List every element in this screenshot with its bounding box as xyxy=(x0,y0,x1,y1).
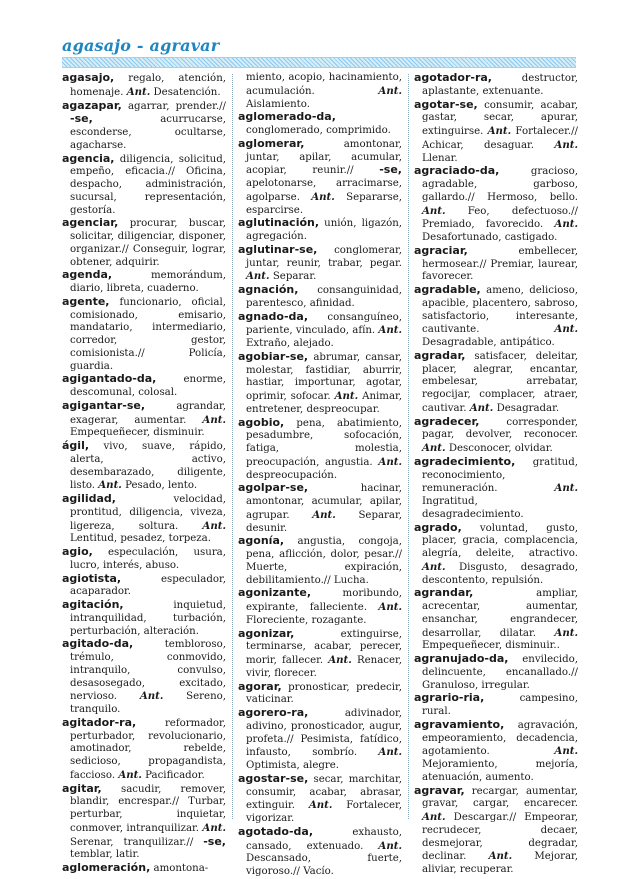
entry-headword: agraciado-da, xyxy=(414,164,500,178)
entry-headword: aglomerado-da, xyxy=(238,110,336,124)
entry-headword: aglutinación, xyxy=(238,216,320,230)
entry-headword: agenciar, xyxy=(62,216,119,230)
dictionary-entry xyxy=(414,587,578,653)
entry-text: especulador, acaparador. xyxy=(70,573,226,598)
antonym-marker: Ant. xyxy=(328,654,352,666)
dictionary-entry xyxy=(62,269,226,296)
dictionary-entry xyxy=(238,217,402,244)
entry-text: sacudir, remover, blandir, encrespar.// Turbar, perturbar, inquietar, conmover, intranquilizar. xyxy=(70,783,226,834)
dictionary-entry xyxy=(62,783,226,863)
dictionary-entry xyxy=(62,296,226,374)
dictionary-entry xyxy=(62,599,226,638)
column-2 xyxy=(238,72,402,879)
entry-text: consanguinidad, parentesco, afinidad. xyxy=(246,285,402,309)
entry-text: Lentitud, pesadez, torpeza. xyxy=(70,533,211,545)
entry-text: hacinar, amontonar, acumular, apilar, agrupar. xyxy=(246,483,402,521)
entry-text: reformador, perturbador, revolucionario, amotinador, rebelde, sedicioso, propagandista, faccioso. xyxy=(70,717,226,781)
entry-text: Disgusto, desagrado, descontento, repulsión. xyxy=(422,561,578,586)
antonym-marker: Ant. xyxy=(554,745,578,758)
dictionary-entry xyxy=(62,717,226,783)
dictionary-entry xyxy=(62,440,226,493)
entry-text: Desagradar. xyxy=(493,402,560,414)
entry-text: Separarse, esparcirse. xyxy=(246,191,403,216)
dictionary-entry xyxy=(414,653,578,692)
entry-text: Fortalecer, vigorizar. xyxy=(246,800,402,824)
dictionary-entry xyxy=(62,862,226,876)
entry-text: vivo, suave, rápido, alerta, activo, desembarazado, diligente, listo. xyxy=(70,441,226,492)
antonym-marker: Ant. xyxy=(378,84,402,97)
entry-headword: agonizar, xyxy=(238,626,295,640)
entry-text: Feo, defectuoso.// Premiado, favorecido. xyxy=(422,205,578,231)
reflexive-marker: -se, xyxy=(379,163,402,177)
entry-text: satisfacer, deleitar, placer, alegrar, encantar, embelesar, arrebatar, regocijar, complacer, atraer, cautivar. xyxy=(422,350,578,414)
dictionary-entry xyxy=(62,546,226,573)
dictionary-entry xyxy=(62,72,226,100)
entry-text: conglomerar, juntar, reunir, trabar, pegar. xyxy=(246,244,402,269)
entry-text: adivinador, adivino, pronosticador, augur, profeta.// Pesimista, fatídico, infausto, sombrío. xyxy=(246,708,402,759)
column-divider xyxy=(408,74,409,819)
entry-text: pronosticar, predecir, vaticinar. xyxy=(246,681,402,706)
entry-text: moribundo, expirante, falleciente. xyxy=(246,588,402,613)
entry-text: extinguirse, terminarse, acabar, perecer, morir, fallecer. xyxy=(246,628,402,666)
entry-text: Optimista, alegre. xyxy=(246,760,340,771)
entry-headword: agonía, xyxy=(238,534,285,548)
entry-text: Fortalecer.// Achicar, desaguar. xyxy=(422,126,578,151)
entry-text: destructor, aplastante, extenuante. xyxy=(422,73,578,97)
entry-text: amontonar, juntar, apilar, acumular, acopiar, reunir.// xyxy=(246,138,402,177)
column-3 xyxy=(414,72,578,877)
dictionary-entry xyxy=(62,573,226,600)
entry-headword: agradable, xyxy=(414,283,481,296)
entry-headword: aglomerar, xyxy=(238,136,305,150)
dictionary-entry xyxy=(238,311,402,351)
dictionary-entry xyxy=(414,692,578,719)
entry-headword: agorero-ra, xyxy=(238,706,309,719)
antonym-marker: Ant. xyxy=(308,799,333,812)
column-1 xyxy=(62,72,226,876)
antonym-marker: Ant. xyxy=(422,811,446,823)
dictionary-entry xyxy=(62,638,226,717)
antonym-marker: Ant. xyxy=(378,839,402,852)
antonym-marker: Ant. xyxy=(118,768,142,781)
entry-headword: agigantado-da, xyxy=(62,372,157,386)
dictionary-entry xyxy=(62,100,226,153)
entry-text: embellecer, hermosear.// Premiar, laurear, favorecer. xyxy=(422,245,578,283)
entry-headword: agiotista, xyxy=(62,571,122,585)
entry-text: consumir, acabar, gastar, secar, apurar, extinguirse. xyxy=(422,99,578,137)
dictionary-entry xyxy=(414,785,578,877)
dictionary-entry xyxy=(414,456,578,522)
entry-headword: aglomeración, xyxy=(62,861,151,874)
entry-text: tembloroso, trémulo, conmovido, intranquilo, convulso, desasosegado, excitado, nervioso. xyxy=(70,639,226,703)
antonym-marker: Ant. xyxy=(202,413,226,426)
dictionary-entry xyxy=(238,111,402,138)
antonym-marker: Ant. xyxy=(554,482,578,495)
entry-headword: agnación, xyxy=(238,283,299,296)
entry-headword: agravar, xyxy=(414,783,465,797)
entry-text: voluntad, gusto, placer, gracia, complacencia, alegría, deleite, atractivo. xyxy=(422,522,578,559)
entry-text: Descargar.// Empeorar, recrudecer, decaer, desmejorar, degradar, declinar. xyxy=(422,812,578,863)
entry-headword: agolpar-se, xyxy=(238,481,309,495)
entry-text: unión, ligazón, agregación. xyxy=(246,218,402,242)
antonym-marker: Ant. xyxy=(422,560,446,573)
entry-text: ampliar, acrecentar, aumentar, ensanchar, engrandecer, desarrollar, dilatar. xyxy=(422,588,578,639)
dictionary-entry xyxy=(238,773,402,826)
dictionary-entry xyxy=(238,417,402,483)
entry-text: enorme, descomunal, colosal. xyxy=(70,374,226,398)
antonym-marker: Ant. xyxy=(246,270,270,283)
entry-headword: agobio, xyxy=(238,415,285,429)
entry-text: inquietud, intranquilidad, turbación, perturbación, alteración. xyxy=(70,600,226,637)
entry-headword: agotador-ra, xyxy=(414,71,492,84)
entry-headword: agrandar, xyxy=(414,586,474,600)
entry-text: Floreciente, rozagante. xyxy=(246,614,367,626)
entry-headword: agradecimiento, xyxy=(414,454,516,468)
antonym-marker: Ant. xyxy=(469,401,494,414)
page-header xyxy=(62,36,576,55)
dictionary-entry xyxy=(414,245,578,284)
entry-text: agrandar, exagerar, aumentar. xyxy=(70,400,226,426)
entry-text: ameno, delicioso, apacible, placentero, sabroso, satisfactorio, interesante, cautivante. xyxy=(422,285,578,336)
dictionary-entry xyxy=(238,482,402,535)
entry-text: recargar, aumentar, gravar, cargar, encarecer. xyxy=(422,785,578,810)
antonym-marker: Ant. xyxy=(312,508,336,521)
dictionary-entry xyxy=(238,628,402,681)
entry-headword: agranujado-da, xyxy=(414,652,509,665)
entry-text: pena, abatimiento, pesadumbre, sofocación, fatiga, molestia, preocupación, angustia. xyxy=(246,417,402,468)
entry-text: Separar. xyxy=(269,271,317,283)
entry-text: Desafortunado, castigado. xyxy=(422,232,558,243)
antonym-marker: Ant. xyxy=(378,601,402,613)
entry-text: Llenar. xyxy=(422,152,458,164)
antonym-marker: Ant. xyxy=(378,746,402,759)
entry-text: corresponder, pagar, devolver, reconocer. xyxy=(422,416,578,441)
entry-headword: agrado, xyxy=(414,520,462,534)
antonym-marker: Ant. xyxy=(554,138,578,151)
entry-text: Desatención. xyxy=(150,86,221,98)
entry-text: Descansado, fuerte, vigoroso.// Vacío. xyxy=(246,853,402,877)
dictionary-entry xyxy=(238,244,402,284)
column-divider xyxy=(232,74,233,819)
dictionary-entry xyxy=(238,826,402,879)
entry-headword: agigantar-se, xyxy=(62,398,146,412)
dictionary-columns xyxy=(62,71,579,877)
entry-text: conglomerado, comprimido. xyxy=(246,125,391,136)
antonym-marker: Ant. xyxy=(488,850,513,863)
entry-headword: agio, xyxy=(62,545,93,558)
entry-headword: agnado-da, xyxy=(238,309,309,323)
entry-headword: agenda, xyxy=(62,268,113,282)
entry-text: Aislamiento. xyxy=(246,98,310,110)
dictionary-entry xyxy=(414,99,578,166)
entry-text: Empequeñecer, disminuir.. xyxy=(422,640,560,652)
dictionary-entry xyxy=(62,493,226,546)
entry-headword: agazapar, xyxy=(62,98,122,112)
antonym-marker: Ant. xyxy=(422,204,446,217)
entry-text: gracioso, agradable, garboso, gallardo.// Hermoso, bello. xyxy=(422,166,578,203)
entry-text: Empequeñecer, disminuir. xyxy=(70,427,205,439)
entry-text: temblar, latir. xyxy=(70,849,140,861)
dictionary-entry xyxy=(62,400,226,440)
entry-text: Desconocer, olvidar. xyxy=(445,443,553,454)
antonym-marker: Ant. xyxy=(378,455,402,468)
antonym-marker: Ant. xyxy=(202,821,226,834)
dictionary-entry xyxy=(62,373,226,400)
entry-text: agravación, empeoramiento, decadencia, agotamiento. xyxy=(422,719,578,758)
entry-headword: agente, xyxy=(62,294,110,308)
entry-text: velocidad, prontitud, diligencia, viveza, ligereza, soltura. xyxy=(70,494,226,532)
entry-text: angustia, congoja, pena, aflicción, dolor, pesar.// Muerte, expiración, debilitamiento.// Lucha. xyxy=(246,536,402,586)
dictionary-entry xyxy=(238,284,402,311)
dictionary-entry xyxy=(414,165,578,245)
entry-text: secar, marchitar, consumir, acabar, abrasar, extinguir. xyxy=(246,773,402,812)
antonym-marker: Ant. xyxy=(554,218,578,231)
dictionary-entry xyxy=(238,535,402,587)
entry-headword: agilidad, xyxy=(62,492,116,505)
page-title: agasajo - agravar xyxy=(62,36,220,55)
dictionary-entry xyxy=(414,72,578,99)
entry-text: Separar, desunir. xyxy=(246,509,402,534)
entry-headword: agitado-da, xyxy=(62,637,134,651)
entry-text: Serenar, tranquilizar.// xyxy=(70,836,204,848)
entry-text: Ingratitud, desagradecimiento. xyxy=(422,496,524,520)
entry-text: Desagradable, antipático. xyxy=(422,337,555,348)
entry-text: Extraño, alejado. xyxy=(246,338,334,349)
dictionary-entry xyxy=(414,350,578,416)
antonym-marker: Ant. xyxy=(98,479,122,492)
entry-headword: agravamiento, xyxy=(414,717,505,731)
entry-text: especulación, usura, lucro, interés, abuso. xyxy=(70,547,226,571)
entry-text: Sereno, tranquilo. xyxy=(70,691,226,715)
entry-text: despreocupación. xyxy=(246,469,338,481)
entry-text: regalo, atención, homenaje. xyxy=(70,73,226,98)
dictionary-entry xyxy=(414,522,578,588)
entry-text: funcionario, oficial, comisionado, emisario, mandatario, intermediario, corredor, gestor, comisionista.// Policía, guardia. xyxy=(70,296,226,372)
dictionary-entry xyxy=(238,351,402,417)
entry-text: Mejorar, aliviar, recuperar. xyxy=(422,851,579,875)
entry-text: Animar, entretener, despreocupar. xyxy=(246,391,403,415)
entry-headword: agitar, xyxy=(62,781,102,795)
dictionary-entry xyxy=(62,153,226,218)
entry-headword: agotar-se, xyxy=(414,97,478,111)
entry-text: envilecido, delincuente, encanallado.// Granuloso, irregular. xyxy=(422,654,578,691)
entry-headword: agobiar-se, xyxy=(238,349,309,363)
entry-text: campesino, rural. xyxy=(422,693,578,717)
entry-headword: agorar, xyxy=(238,679,282,693)
entry-text: apelotonarse, arracimarse, agolparse. xyxy=(246,178,402,203)
antonym-marker: Ant. xyxy=(554,626,578,639)
antonym-marker: Ant. xyxy=(126,85,151,98)
entry-headword: agradecer, xyxy=(414,414,480,428)
reflexive-marker: -se, xyxy=(203,834,226,848)
entry-headword: agitación, xyxy=(62,598,124,611)
entry-headword: agraciar, xyxy=(414,243,468,257)
header-decorative-band xyxy=(62,57,576,68)
entry-headword: agradar, xyxy=(414,348,466,362)
entry-text: memorándum, diario, libreta, cuaderno. xyxy=(70,270,226,294)
antonym-marker: Ant. xyxy=(554,323,578,336)
antonym-marker: Ant. xyxy=(422,442,446,454)
entry-headword: agostar-se, xyxy=(238,771,309,785)
entry-headword: agotado-da, xyxy=(238,824,314,838)
dictionary-entry xyxy=(238,587,402,627)
dictionary-entry xyxy=(414,719,578,785)
entry-headword: agasajo, xyxy=(62,71,115,84)
dictionary-entry xyxy=(238,707,402,773)
dictionary-entry-continuation xyxy=(238,72,402,111)
entry-text: gratitud, reconocimiento, remuneración. xyxy=(422,456,578,495)
entry-text: diligencia, solicitud, empeño, eficacia.// Oficina, despacho, administración, sucursal, representación, gestoría. xyxy=(70,153,226,216)
entry-headword: agonizante, xyxy=(238,586,312,600)
dictionary-entry xyxy=(238,138,402,218)
entry-text: exhausto, cansado, extenuado. xyxy=(246,826,402,852)
entry-headword: ágil, xyxy=(62,439,90,452)
entry-text: agarrar, prender.// xyxy=(121,100,226,112)
antonym-marker: Ant. xyxy=(378,324,402,337)
entry-headword: agitador-ra, xyxy=(62,715,137,729)
entry-text: Mejoramiento, mejoría, atenuación, aumento. xyxy=(422,759,578,783)
dictionary-entry xyxy=(62,217,226,269)
entry-text: Pesado, lento. xyxy=(121,480,198,492)
entry-text: acurrucarse, esconderse, ocultarse, agacharse. xyxy=(70,114,226,151)
antonym-marker: Ant. xyxy=(334,390,359,402)
antonym-marker: Ant. xyxy=(311,190,335,203)
entry-text: abrumar, cansar, molestar, fastidiar, aburrir, hastiar, importunar, agotar, oprimir, sofocar. xyxy=(246,351,402,402)
entry-text: consanguíneo, pariente, vinculado, afín. xyxy=(246,311,402,337)
entry-text: amontona- xyxy=(150,863,209,874)
entry-headword: agrario-ria, xyxy=(414,691,485,705)
dictionary-entry xyxy=(238,681,402,708)
reflexive-marker: -se, xyxy=(70,112,93,126)
antonym-marker: Ant. xyxy=(139,690,164,703)
dictionary-entry xyxy=(414,284,578,350)
entry-text: miento, acopio, hacinamiento, acumulación. xyxy=(246,72,402,97)
antonym-marker: Ant. xyxy=(487,125,512,137)
entry-text: procurar, buscar, solicitar, diligenciar, disponer, organizar.// Conseguir, lograr, obtener, adquirir. xyxy=(70,218,226,268)
dictionary-entry xyxy=(414,416,578,456)
entry-headword: agencia, xyxy=(62,151,115,165)
antonym-marker: Ant. xyxy=(202,519,226,532)
entry-text: Renacer, vivir, florecer. xyxy=(246,655,402,679)
entry-headword: aglutinar-se, xyxy=(238,242,318,256)
entry-text: Pacificador. xyxy=(141,769,205,781)
